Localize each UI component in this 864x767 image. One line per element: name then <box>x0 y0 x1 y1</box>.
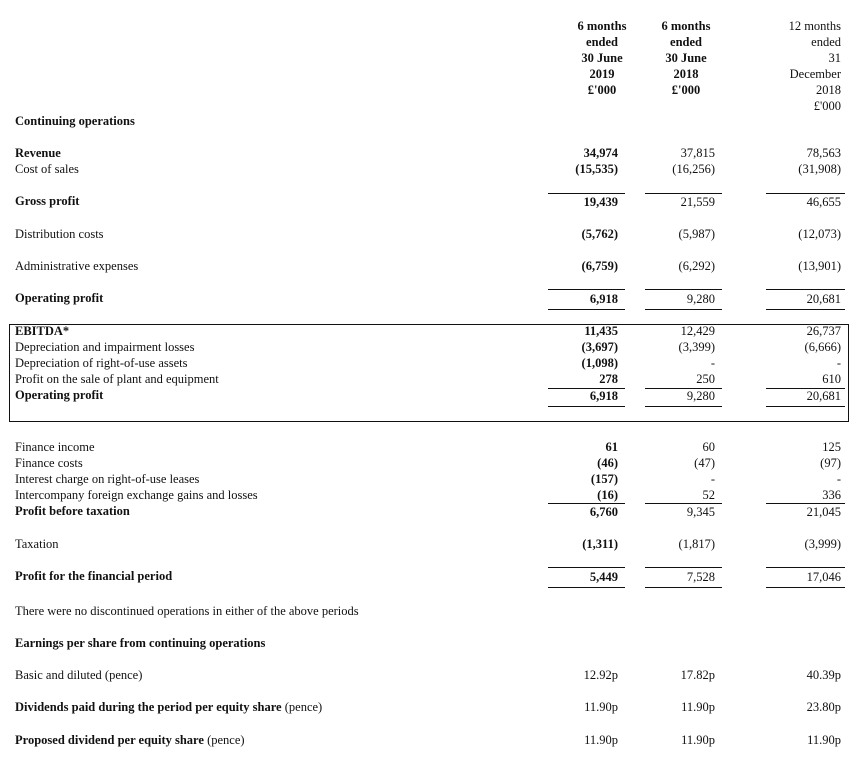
cell-value: 40.39p <box>806 668 841 682</box>
row-label-dividends-paid <box>15 700 322 715</box>
row-label-cost-of-sales: Cost of sales <box>15 162 79 176</box>
cell-value: 12,429 <box>680 324 715 338</box>
col-header-line: 30 June <box>581 51 623 65</box>
col-header-line: ended <box>670 35 702 49</box>
cell-value: - <box>836 472 841 486</box>
cell-value: (5,762) <box>581 227 618 241</box>
rule <box>645 193 722 194</box>
rule <box>766 587 845 588</box>
eps-title: Earnings per share from continuing operations <box>15 636 266 650</box>
rule <box>548 503 625 504</box>
cell-value: (5,987) <box>678 227 715 241</box>
row-label-proposed-dividend <box>15 733 245 748</box>
row-label-fx: Intercompany foreign exchange gains and losses <box>15 488 258 502</box>
row-label-gross-profit: Gross profit <box>15 194 80 208</box>
row-label-ebitda: EBITDA* <box>15 324 70 338</box>
cell-value: (12,073) <box>798 227 841 241</box>
row-label-interest-rou: Interest charge on right-of-use leases <box>15 472 200 486</box>
row-label-depreciation-rou: Depreciation of right-of-use assets <box>15 356 188 370</box>
section-title: Continuing operations <box>15 114 135 128</box>
col-header-h1-2018 <box>643 18 729 98</box>
cell-value: 11.90p <box>681 700 715 714</box>
cell-value: 23.80p <box>806 700 841 714</box>
cell-value: (3,697) <box>581 340 618 354</box>
row-label-admin-expenses: Administrative expenses <box>15 259 139 273</box>
cell-value: 11,435 <box>584 324 618 338</box>
cell-value: 5,449 <box>589 570 618 584</box>
cell-value: 610 <box>822 372 841 386</box>
row-label-operating-profit-reconciled: Operating profit <box>15 388 104 402</box>
cell-value: 20,681 <box>806 389 841 403</box>
cell-value: - <box>710 472 715 486</box>
cell-value: 278 <box>599 372 618 386</box>
cell-value: 78,563 <box>806 146 841 160</box>
rule <box>766 567 845 568</box>
cell-value: (6,292) <box>678 259 715 273</box>
cell-value: 11.90p <box>807 733 841 747</box>
row-label-basic-diluted: Basic and diluted (pence) <box>15 668 143 682</box>
label-unit: (pence) <box>281 700 323 714</box>
cell-value: (47) <box>694 456 715 470</box>
cell-value: (3,999) <box>804 537 841 551</box>
cell-value: (15,535) <box>575 162 618 176</box>
row-label-depreciation: Depreciation and impairment losses <box>15 340 195 354</box>
rule <box>766 289 845 290</box>
rule <box>645 503 722 504</box>
rule <box>766 309 845 310</box>
cell-value: (31,908) <box>798 162 841 176</box>
cell-value: 6,918 <box>589 389 618 403</box>
row-label-distribution-costs: Distribution costs <box>15 227 104 241</box>
col-header-line: 30 June <box>665 51 707 65</box>
cell-value: 336 <box>822 488 841 502</box>
row-label-taxation: Taxation <box>15 537 59 551</box>
col-header-line: December <box>789 67 841 81</box>
col-header-line: 31 <box>828 51 841 65</box>
cell-value: 21,559 <box>680 195 715 209</box>
cell-value: (46) <box>597 456 618 470</box>
cell-value: (1,311) <box>582 537 618 551</box>
cell-value: 34,974 <box>583 146 618 160</box>
cell-value: (13,901) <box>798 259 841 273</box>
cell-value: 11.90p <box>584 700 618 714</box>
cell-value: 7,528 <box>686 570 715 584</box>
rule <box>766 193 845 194</box>
note-discontinued: There were no discontinued operations in either of the above periods <box>15 604 359 618</box>
cell-value: 21,045 <box>806 505 841 519</box>
rule <box>548 193 625 194</box>
rule <box>548 309 625 310</box>
cell-value: 9,280 <box>686 292 715 306</box>
cell-value: (157) <box>590 472 618 486</box>
rule <box>548 406 625 407</box>
col-header-line: 2018 <box>816 83 841 97</box>
cell-value: 19,439 <box>583 195 618 209</box>
rule <box>645 587 722 588</box>
cell-value: (6,666) <box>804 340 841 354</box>
col-header-line: 12 months <box>788 19 841 33</box>
rule <box>548 289 625 290</box>
cell-value: (3,399) <box>678 340 715 354</box>
cell-value: 6,918 <box>589 292 618 306</box>
col-header-line: 2019 <box>589 67 615 81</box>
cell-value: 6,760 <box>589 505 618 519</box>
col-header-line: 6 months <box>577 19 627 33</box>
rule <box>766 503 845 504</box>
cell-value: (6,759) <box>581 259 618 273</box>
cell-value: 12.92p <box>583 668 618 682</box>
cell-value: 17.82p <box>680 668 715 682</box>
row-label-finance-costs: Finance costs <box>15 456 83 470</box>
col-header-fy-2018 <box>760 18 841 114</box>
col-header-h1-2019 <box>560 18 644 98</box>
cell-value: 250 <box>696 372 715 386</box>
label-bold: Dividends paid during the period per equity share <box>15 700 282 714</box>
cell-value: 125 <box>822 440 841 454</box>
row-label-finance-income: Finance income <box>15 440 95 454</box>
label-bold: Proposed dividend per equity share <box>15 733 204 747</box>
cell-value: (16,256) <box>672 162 715 176</box>
cell-value: 20,681 <box>806 292 841 306</box>
row-label-operating-profit: Operating profit <box>15 291 104 305</box>
label-unit: (pence) <box>203 733 245 747</box>
col-header-line: £'000 <box>671 83 701 97</box>
cell-value: 52 <box>702 488 715 502</box>
cell-value: 37,815 <box>680 146 715 160</box>
rule <box>645 406 722 407</box>
cell-value: 11.90p <box>681 733 715 747</box>
cell-value: 17,046 <box>806 570 841 584</box>
rule <box>645 309 722 310</box>
cell-value: 26,737 <box>806 324 841 338</box>
rule <box>766 406 845 407</box>
cell-value: (16) <box>597 488 618 502</box>
cell-value: 9,345 <box>686 505 715 519</box>
cell-value: 11.90p <box>584 733 618 747</box>
cell-value: - <box>710 356 715 370</box>
row-label-profit-on-sale: Profit on the sale of plant and equipment <box>15 372 219 386</box>
rule <box>645 567 722 568</box>
row-label-profit-before-tax: Profit before taxation <box>15 504 130 518</box>
col-header-line: £'000 <box>813 99 841 113</box>
cell-value: 46,655 <box>806 195 841 209</box>
cell-value: - <box>836 356 841 370</box>
col-header-line: ended <box>811 35 841 49</box>
col-header-line: ended <box>586 35 618 49</box>
cell-value: 9,280 <box>686 389 715 403</box>
cell-value: (1,817) <box>678 537 715 551</box>
cell-value: (1,098) <box>581 356 618 370</box>
rule <box>548 587 625 588</box>
cell-value: 61 <box>605 440 618 454</box>
cell-value: (97) <box>820 456 841 470</box>
row-label-revenue: Revenue <box>15 146 61 160</box>
col-header-line: 6 months <box>661 19 711 33</box>
col-header-line: 2018 <box>673 67 699 81</box>
cell-value: 60 <box>702 440 715 454</box>
rule <box>548 567 625 568</box>
rule <box>645 289 722 290</box>
row-label-profit-for-period: Profit for the financial period <box>15 569 173 583</box>
col-header-line: £'000 <box>587 83 617 97</box>
